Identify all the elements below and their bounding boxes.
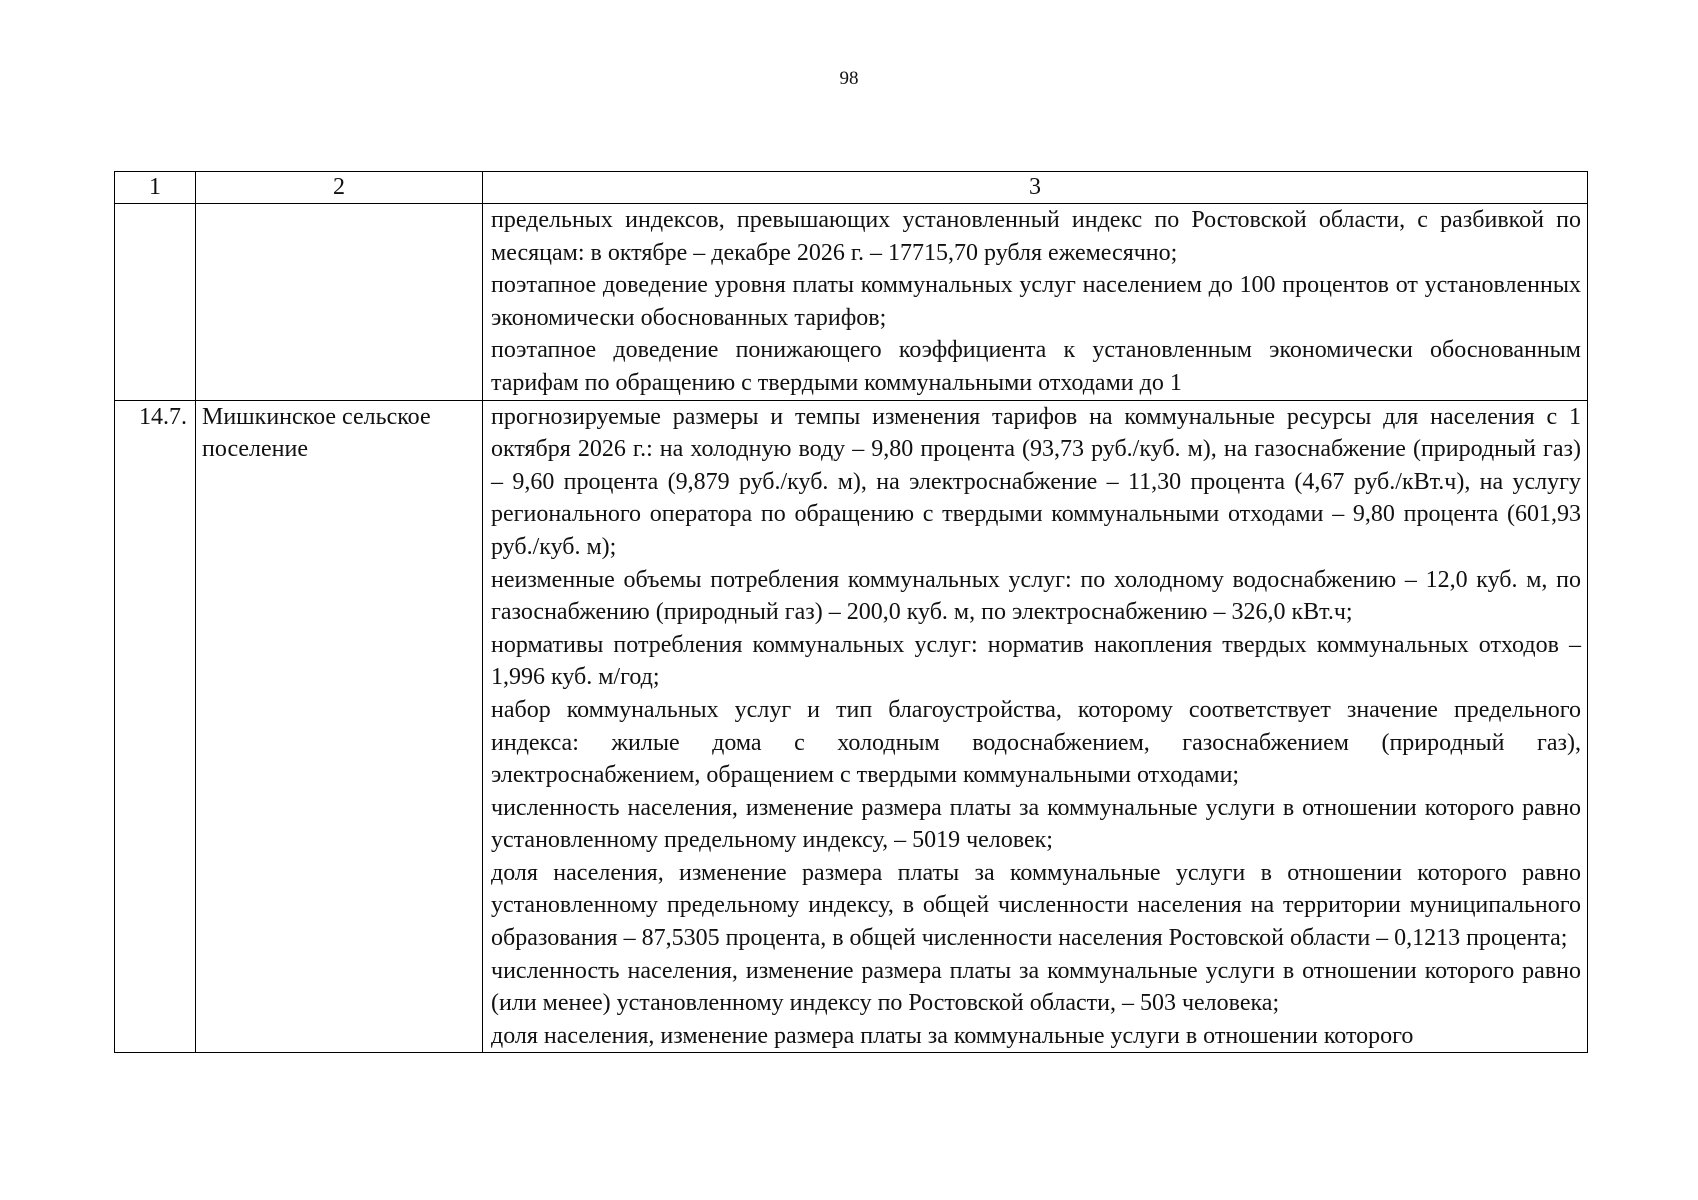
page-number: 98 [839, 68, 859, 89]
paragraph: поэтапное доведение понижающего коэффициента к установленным экономически обоснованным тарифам по обращению с твердыми коммунальными отходами до 1 [491, 337, 1581, 396]
paragraph: прогнозируемые размеры и темпы изменения тарифов на коммунальные ресурсы для населения с 1 октября 2026 г.: на холодную воду – 9,80 процента (93,73 руб./куб. м), на газоснабжение (природный газ) – 9,60 процента (9,879 руб./куб. м), на электроснабжение – 11,30 процента (4,67 руб./кВт.ч), на услугу регионального оператора по обращению с твердыми коммунальными отходами – 9,80 процента (601,93 руб./куб. м); [491, 403, 1581, 560]
table-row-continuation [115, 204, 1588, 401]
row-content [483, 400, 1588, 1053]
document-table [114, 171, 1588, 1053]
table-header-row [115, 172, 1588, 204]
column-1-header: 1 [115, 172, 196, 204]
municipality-name: Мишкинское сельское поселение [196, 400, 483, 1053]
paragraph: численность населения, изменение размера платы за коммунальные услуги в отношении которого равно установленному предельному индексу, – 5019 человек; [491, 794, 1581, 854]
paragraph: предельных индексов, превышающих установленный индекс по Ростовской области, с разбивкой по месяцам: в октябре – декабре 2026 г. – 17715,70 рубля ежемесячно; [491, 207, 1581, 266]
paragraph: неизменные объемы потребления коммунальных услуг: по холодному водоснабжению – 12,0 куб. м, по газоснабжению (природный газ) – 200,0 куб. м, по электроснабжению – 326,0 кВт.ч; [491, 566, 1581, 626]
row-number [115, 204, 196, 401]
table-row-14-7 [115, 400, 1588, 1053]
paragraph: доля населения, изменение размера платы за коммунальные услуги в отношении которого [491, 1022, 1414, 1049]
paragraph: доля населения, изменение размера платы за коммунальные услуги в отношении которого равно установленному предельному индексу, в общей численности населения на территории муниципального образования – 87,5305 процента, в общей численности населения Ростовской области – 0,1213 процента; [491, 859, 1581, 952]
column-2-header: 2 [196, 172, 483, 204]
paragraph: набор коммунальных услуг и тип благоустройства, которому соответствует значение предельного индекса: жилые дома с холодным водоснабжением, газоснабжением (природный газ), электроснабжением, обращением с твердыми коммунальными отходами; [491, 696, 1581, 789]
paragraph: численность населения, изменение размера платы за коммунальные услуги в отношении которого равно (или менее) установленному индексу по Ростовской области, – 503 человека; [491, 957, 1581, 1017]
row-content [483, 204, 1588, 401]
column-3-header: 3 [483, 172, 1588, 204]
paragraph: нормативы потребления коммунальных услуг: норматив накопления твердых коммунальных отходов – 1,996 куб. м/год; [491, 631, 1581, 691]
paragraph: поэтапное доведение уровня платы коммунальных услуг населением до 100 процентов от установленных экономически обоснованных тарифов; [491, 272, 1581, 331]
row-number: 14.7. [115, 400, 196, 1053]
municipality-name [196, 204, 483, 401]
